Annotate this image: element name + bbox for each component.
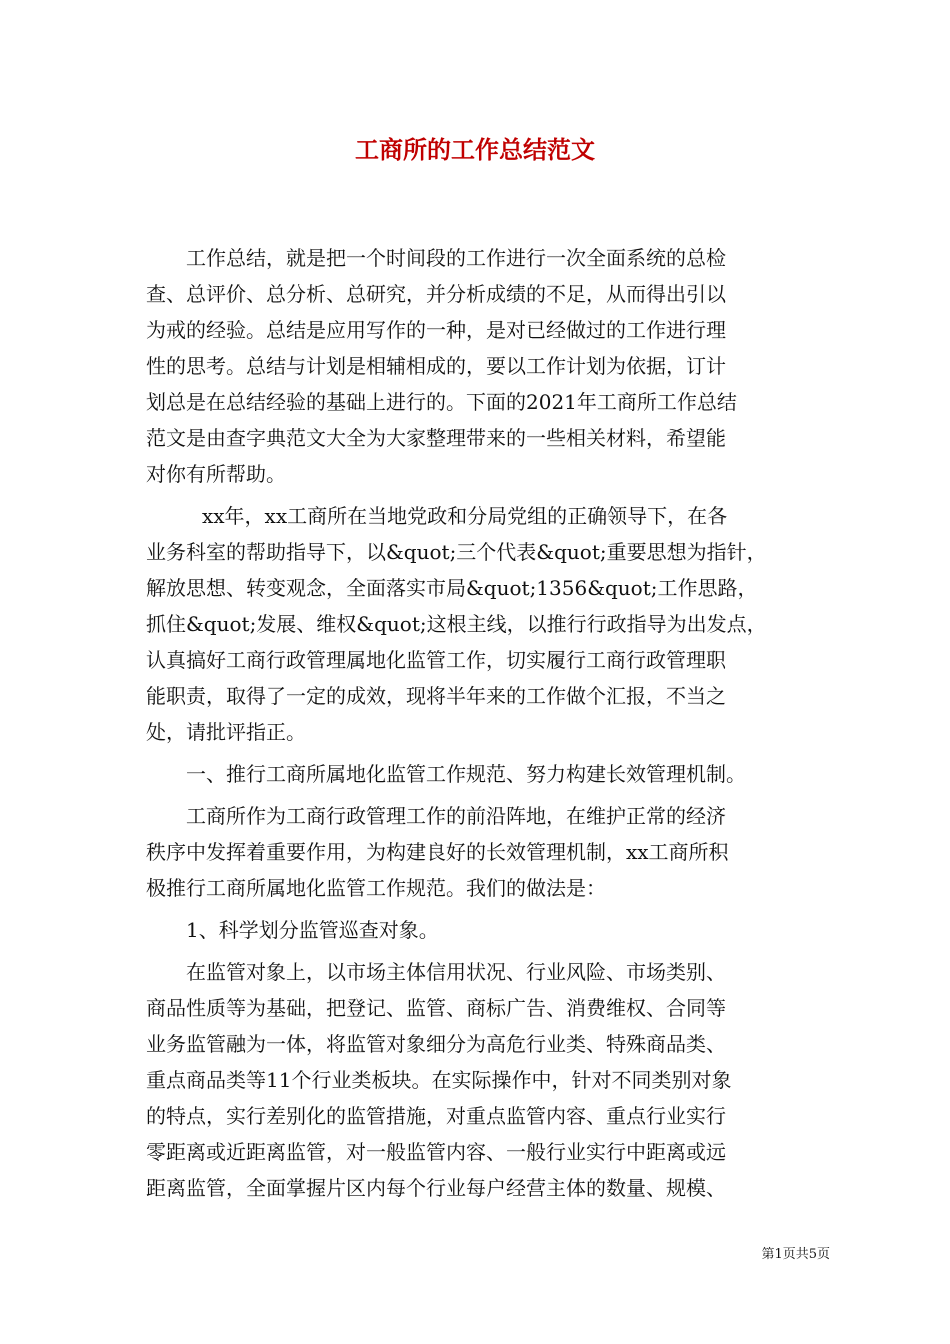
text-line: 为戒的经验。总结是应用写作的一种，是对已经做过的工作进行理: [146, 318, 726, 342]
text-line: 秩序中发挥着重要作用，为构建良好的长效管理机制，xx工商所积: [146, 840, 729, 864]
text-line: 解放思想、转变观念，全面落实市局&quot;1356&quot;工作思路，: [146, 576, 758, 600]
text-line: 重点商品类等11个行业类板块。在实际操作中，针对不同类别对象: [146, 1068, 732, 1092]
text-line: 的特点，实行差别化的监管措施，对重点监管内容、重点行业实行: [146, 1104, 726, 1128]
text-line: 性的思考。总结与计划是相辅相成的，要以工作计划为依据，订计: [146, 354, 726, 378]
text-line: 在监管对象上，以市场主体信用状况、行业风险、市场类别、: [186, 960, 726, 984]
text-line: 工作总结，就是把一个时间段的工作进行一次全面系统的总检: [186, 246, 726, 270]
text-line: 工商所作为工商行政管理工作的前沿阵地，在维护正常的经济: [186, 804, 726, 828]
text-line: 距离监管，全面掌握片区内每个行业每户经营主体的数量、规模、: [146, 1176, 726, 1200]
text-line: 商品性质等为基础，把登记、监管、商标广告、消费维权、合同等: [146, 996, 726, 1020]
text-line: 划总是在总结经验的基础上进行的。下面的2021年工商所工作总结: [146, 390, 737, 414]
section-heading: 一、推行工商所属地化监管工作规范、努力构建长效管理机制。: [186, 762, 746, 786]
text-line: 业务监管融为一体，将监管对象细分为高危行业类、特殊商品类、: [146, 1032, 726, 1056]
page-number: 第1页共5页: [761, 1247, 830, 1262]
text-line: 业务科室的帮助指导下，以&quot;三个代表&quot;重要思想为指针，: [146, 540, 767, 564]
text-line: 极推行工商所属地化监管工作规范。我们的做法是：: [146, 876, 606, 900]
document-title: 工商所的工作总结范文: [355, 135, 595, 164]
text-line: 抓住&quot;发展、维权&quot;这根主线，以推行行政指导为出发点，: [146, 612, 767, 636]
text-line: 处，请批评指正。: [146, 720, 306, 744]
text-line: 查、总评价、总分析、总研究，并分析成绩的不足，从而得出引以: [146, 282, 726, 306]
text-line: 范文是由查字典范文大全为大家整理带来的一些相关材料，希望能: [146, 426, 726, 450]
text-line: 认真搞好工商行政管理属地化监管工作，切实履行工商行政管理职: [146, 648, 726, 672]
text-line: xx年，xx工商所在当地党政和分局党组的正确领导下，在各: [202, 504, 728, 528]
subsection-heading: 1、科学划分监管巡查对象。: [186, 918, 439, 942]
text-line: 对你有所帮助。: [146, 462, 286, 486]
text-line: 能职责，取得了一定的成效，现将半年来的工作做个汇报，不当之: [146, 684, 726, 708]
text-line: 零距离或近距离监管，对一般监管内容、一般行业实行中距离或远: [146, 1140, 726, 1164]
